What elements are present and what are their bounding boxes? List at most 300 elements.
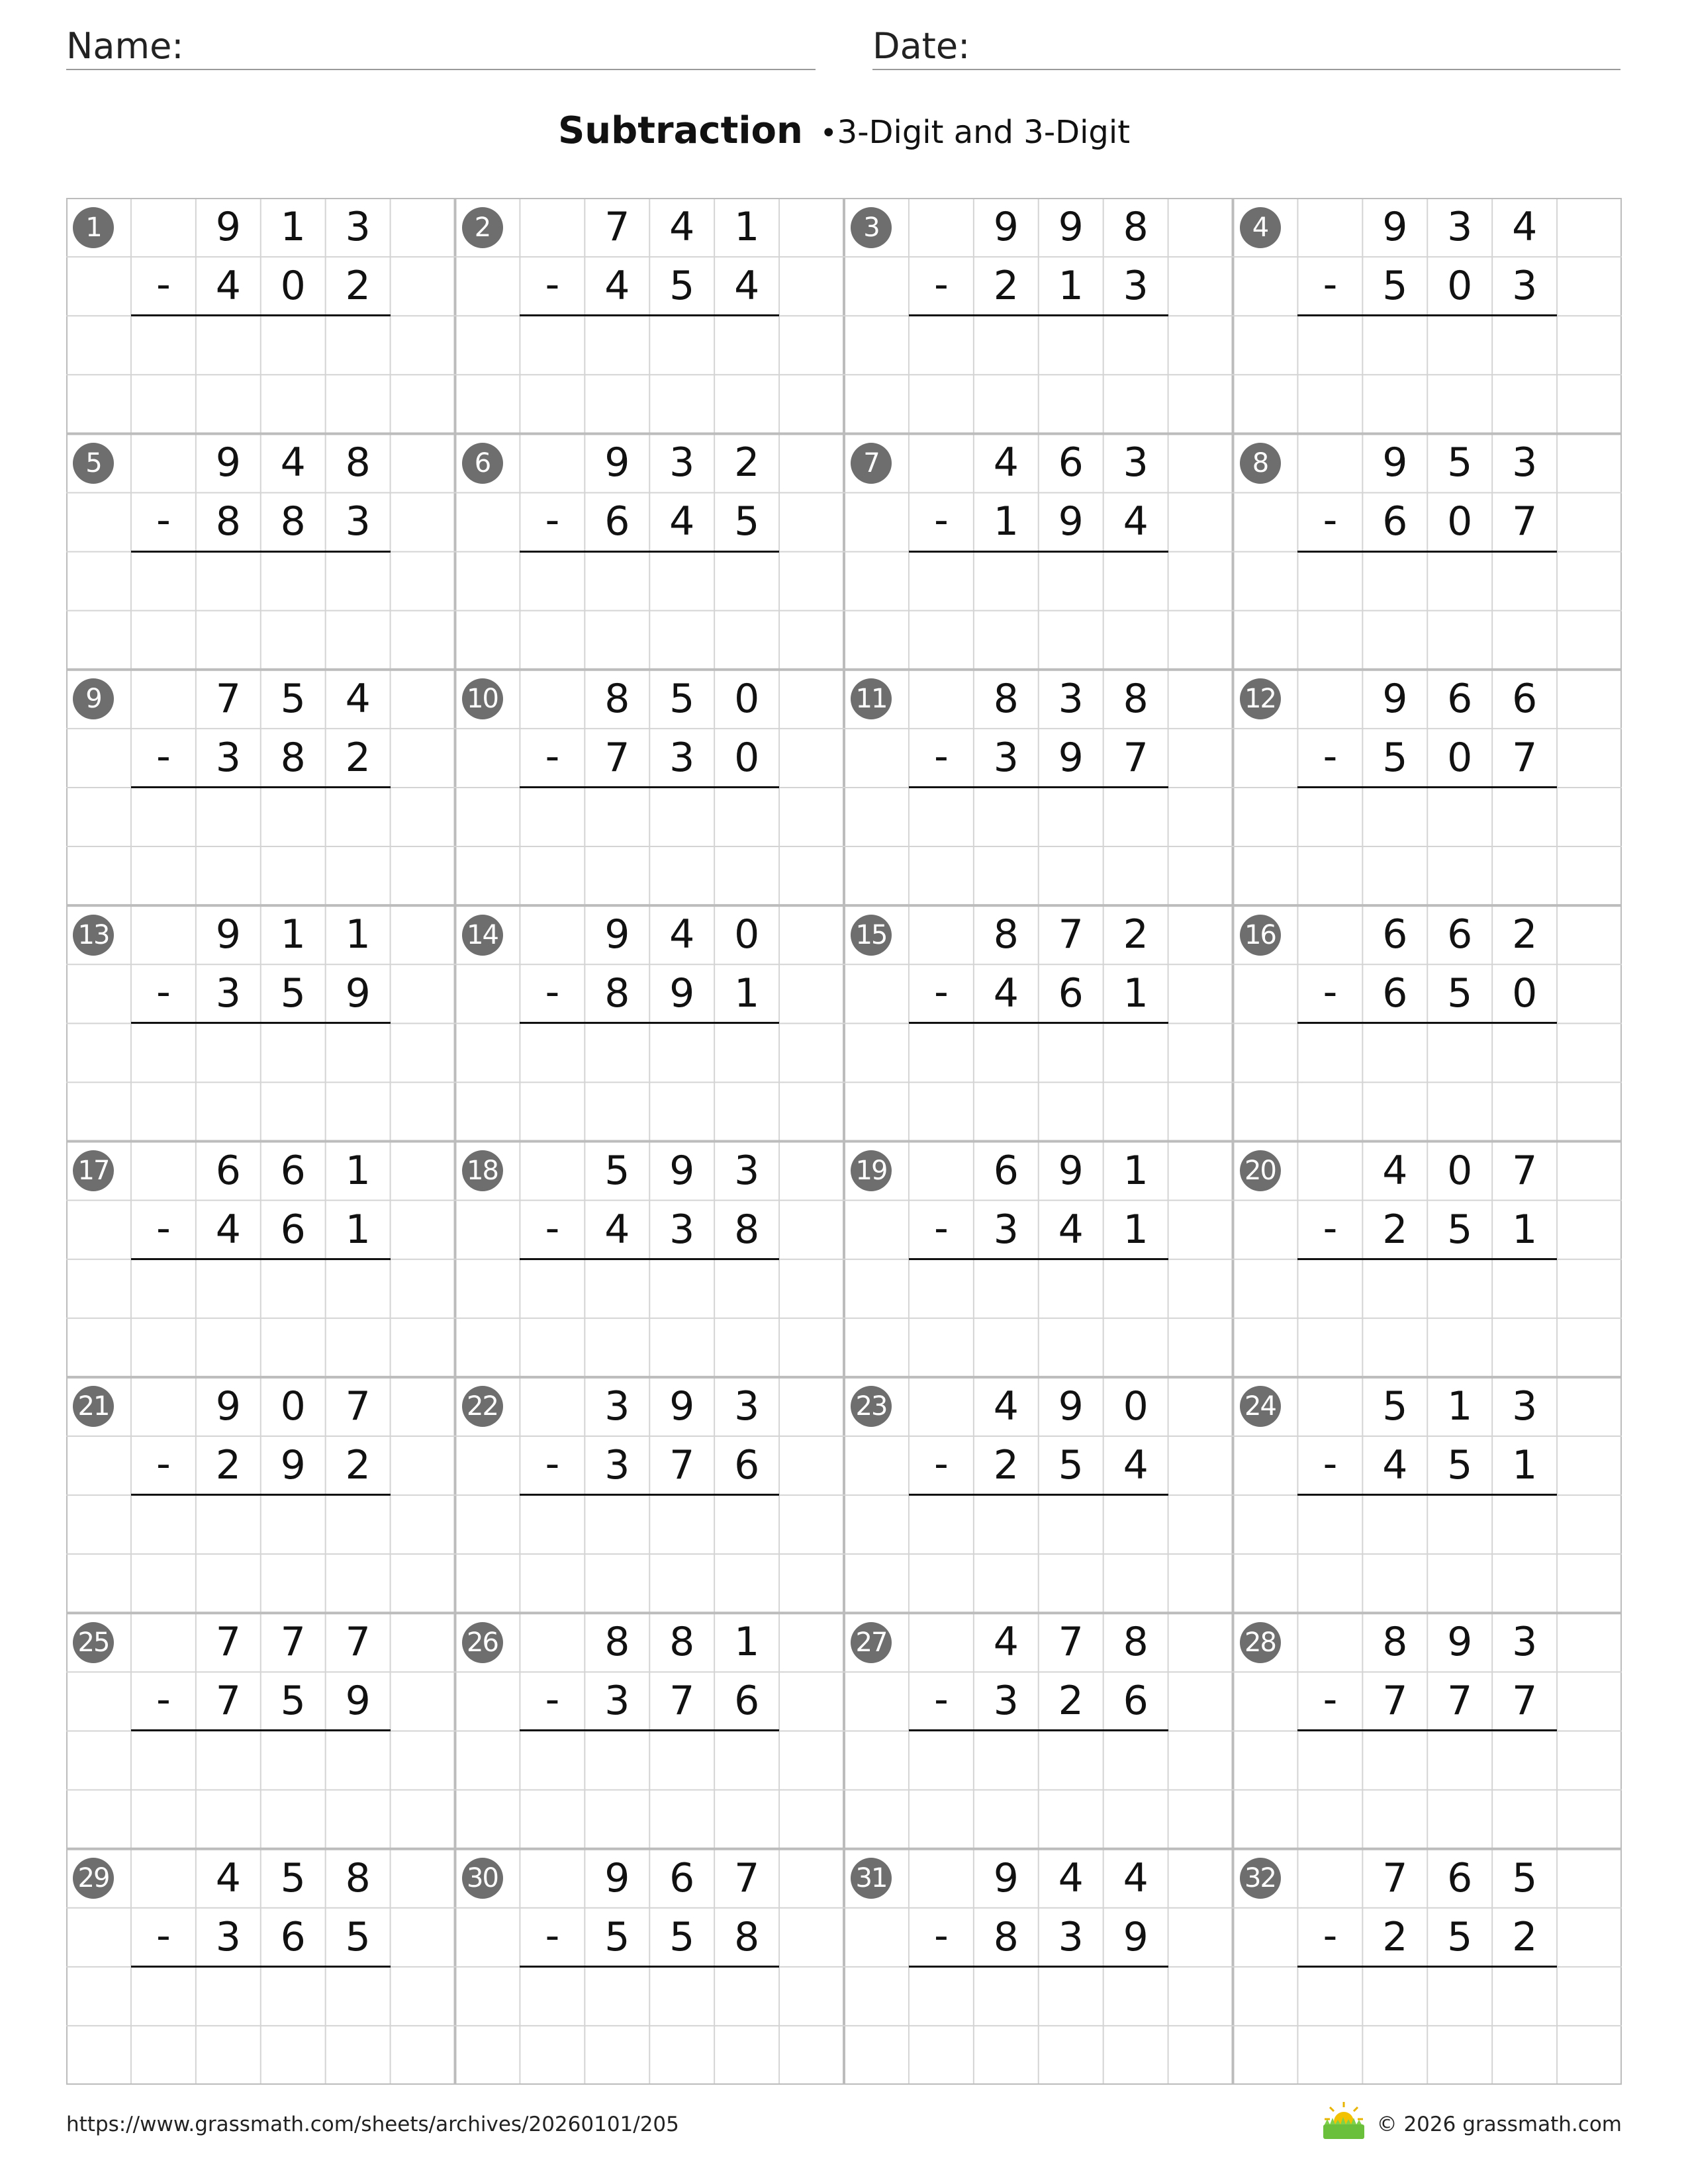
minuend-digit: 3 xyxy=(345,204,371,250)
subtrahend-digit: 1 xyxy=(734,970,760,1017)
minuend-digit: 8 xyxy=(1123,204,1149,250)
answer-area[interactable] xyxy=(1297,1261,1557,1376)
answer-area[interactable] xyxy=(520,1024,779,1140)
minuend-digit: 6 xyxy=(1447,911,1473,958)
answer-area[interactable] xyxy=(909,1261,1168,1376)
minuend-digit: 5 xyxy=(280,675,306,722)
problem-number-badge: 20 xyxy=(1240,1150,1281,1191)
minus-sign: - xyxy=(156,1676,171,1723)
minuend-digit: 7 xyxy=(215,1619,241,1666)
subtrahend-digit: 1 xyxy=(1512,1206,1538,1253)
subtrahend-digit: 0 xyxy=(1447,263,1473,310)
subtrahend-digit: 7 xyxy=(1123,734,1149,781)
subtrahend-digit: 4 xyxy=(604,263,630,310)
problem-number-badge: 27 xyxy=(851,1622,892,1663)
minuend-digit: 1 xyxy=(734,204,760,250)
subtrahend-digit: 5 xyxy=(604,1913,630,1960)
minuend-digit: 9 xyxy=(215,911,241,958)
minuend-digit: 4 xyxy=(345,675,371,722)
answer-area[interactable] xyxy=(1297,317,1557,432)
problem-number-badge: 4 xyxy=(1240,207,1281,248)
problem-number-badge: 32 xyxy=(1240,1858,1281,1899)
subtrahend-digit: 0 xyxy=(280,263,306,310)
problem-number-badge: 23 xyxy=(851,1386,892,1427)
minuend-digit: 0 xyxy=(734,911,760,958)
footer-copyright: © 2026 grassmath.com xyxy=(1376,2113,1622,2136)
minuend-digit: 1 xyxy=(280,911,306,958)
answer-area[interactable] xyxy=(131,1024,391,1140)
minuend-digit: 8 xyxy=(669,1619,695,1666)
minuend-digit: 8 xyxy=(345,439,371,486)
answer-rule xyxy=(909,1022,1168,1024)
minuend-digit: 6 xyxy=(215,1147,241,1194)
subtrahend-digit: 7 xyxy=(604,734,630,781)
minuend-digit: 7 xyxy=(604,204,630,250)
answer-area[interactable] xyxy=(131,1261,391,1376)
answer-area[interactable] xyxy=(131,553,391,668)
answer-area[interactable] xyxy=(1297,1732,1557,1847)
problem-number-badge: 31 xyxy=(851,1858,892,1899)
subtrahend-digit: 2 xyxy=(993,263,1019,310)
problem-number-badge: 15 xyxy=(851,915,892,956)
answer-rule xyxy=(131,786,391,788)
answer-rule xyxy=(909,314,1168,316)
answer-area[interactable] xyxy=(909,1968,1168,2083)
minus-sign: - xyxy=(545,1440,560,1487)
minus-sign: - xyxy=(1323,1912,1338,1959)
minus-sign: - xyxy=(545,261,560,308)
subtrahend-digit: 6 xyxy=(1123,1678,1149,1725)
answer-area[interactable] xyxy=(131,789,391,904)
answer-rule xyxy=(909,1494,1168,1496)
answer-area[interactable] xyxy=(520,1496,779,1612)
minus-sign: - xyxy=(1323,969,1338,1016)
minus-sign: - xyxy=(934,261,949,308)
minus-sign: - xyxy=(156,1205,171,1251)
name-label: Name: xyxy=(66,25,184,67)
answer-area[interactable] xyxy=(131,1732,391,1847)
minuend-digit: 6 xyxy=(993,1147,1019,1194)
subtrahend-digit: 2 xyxy=(345,263,371,310)
subtrahend-digit: 9 xyxy=(669,970,695,1017)
problem-number-badge: 16 xyxy=(1240,915,1281,956)
subtrahend-digit: 5 xyxy=(345,1913,371,1960)
problem-number-badge: 11 xyxy=(851,678,892,719)
subtrahend-digit: 5 xyxy=(280,970,306,1017)
answer-rule xyxy=(909,786,1168,788)
answer-rule xyxy=(520,314,779,316)
minuend-digit: 5 xyxy=(604,1147,630,1194)
answer-rule xyxy=(1297,551,1557,553)
problem-number-badge: 25 xyxy=(73,1622,114,1663)
subtrahend-digit: 3 xyxy=(669,734,695,781)
minuend-digit: 3 xyxy=(1447,204,1473,250)
answer-rule xyxy=(131,1494,391,1496)
minuend-digit: 4 xyxy=(993,439,1019,486)
minuend-digit: 8 xyxy=(1123,1619,1149,1666)
subtrahend-digit: 5 xyxy=(1058,1441,1084,1488)
minuend-digit: 9 xyxy=(993,1854,1019,1901)
minuend-digit: 4 xyxy=(215,1854,241,1901)
answer-area[interactable] xyxy=(909,317,1168,432)
answer-rule xyxy=(909,1258,1168,1260)
answer-area[interactable] xyxy=(520,317,779,432)
minus-sign: - xyxy=(934,1440,949,1487)
subtrahend-digit: 2 xyxy=(993,1441,1019,1488)
subtrahend-digit: 2 xyxy=(1058,1678,1084,1725)
subtrahend-digit: 1 xyxy=(1123,1206,1149,1253)
subtrahend-digit: 1 xyxy=(1058,263,1084,310)
minuend-digit: 3 xyxy=(669,439,695,486)
subtrahend-digit: 7 xyxy=(1447,1678,1473,1725)
problem-number-badge: 6 xyxy=(462,443,503,484)
minuend-digit: 1 xyxy=(734,1619,760,1666)
minuend-digit: 5 xyxy=(1512,1854,1538,1901)
minuend-digit: 8 xyxy=(1123,675,1149,722)
minus-sign: - xyxy=(1323,497,1338,544)
minuend-digit: 9 xyxy=(215,439,241,486)
minuend-digit: 3 xyxy=(734,1147,760,1194)
answer-rule xyxy=(1297,1966,1557,1968)
answer-rule xyxy=(520,1494,779,1496)
subtrahend-digit: 3 xyxy=(993,1678,1019,1725)
answer-area[interactable] xyxy=(1297,1496,1557,1612)
answer-rule xyxy=(1297,1729,1557,1731)
minuend-digit: 2 xyxy=(734,439,760,486)
minuend-digit: 7 xyxy=(1382,1854,1408,1901)
minuend-digit: 3 xyxy=(1512,439,1538,486)
answer-rule xyxy=(909,1966,1168,1968)
minuend-digit: 5 xyxy=(280,1854,306,1901)
problem-number-badge: 22 xyxy=(462,1386,503,1427)
subtrahend-digit: 3 xyxy=(345,498,371,545)
minuend-digit: 9 xyxy=(604,439,630,486)
subtrahend-digit: 5 xyxy=(669,263,695,310)
minuend-digit: 5 xyxy=(669,675,695,722)
answer-rule xyxy=(520,1258,779,1260)
grass-sun-logo-icon xyxy=(1321,2099,1367,2140)
minuend-digit: 9 xyxy=(993,204,1019,250)
minuend-digit: 8 xyxy=(604,675,630,722)
problem-number-badge: 1 xyxy=(73,207,114,248)
minuend-digit: 7 xyxy=(215,675,241,722)
problem-grid xyxy=(66,198,1622,2085)
minuend-digit: 4 xyxy=(1512,204,1538,250)
worksheet-title xyxy=(0,105,1688,160)
answer-rule xyxy=(520,1966,779,1968)
minuend-digit: 5 xyxy=(1447,439,1473,486)
minuend-digit: 6 xyxy=(280,1147,306,1194)
problem-number-badge: 2 xyxy=(462,207,503,248)
minuend-digit: 9 xyxy=(1058,1147,1084,1194)
minuend-digit: 4 xyxy=(1123,1854,1149,1901)
subtrahend-digit: 3 xyxy=(1123,263,1149,310)
answer-area[interactable] xyxy=(909,553,1168,668)
minus-sign: - xyxy=(156,969,171,1016)
answer-area[interactable] xyxy=(909,1732,1168,1847)
minuend-digit: 0 xyxy=(280,1383,306,1430)
problem-number-badge: 28 xyxy=(1240,1622,1281,1663)
minuend-digit: 4 xyxy=(1382,1147,1408,1194)
subtrahend-digit: 0 xyxy=(1447,498,1473,545)
subtrahend-digit: 5 xyxy=(734,498,760,545)
footer-url: https://www.grassmath.com/sheets/archives/20260101/205 xyxy=(66,2113,679,2136)
subtrahend-digit: 3 xyxy=(1058,1913,1084,1960)
minus-sign: - xyxy=(934,1912,949,1959)
minuend-digit: 6 xyxy=(1058,439,1084,486)
subtrahend-digit: 6 xyxy=(280,1913,306,1960)
subtrahend-digit: 6 xyxy=(604,498,630,545)
problem-number-badge: 5 xyxy=(73,443,114,484)
minuend-digit: 7 xyxy=(345,1383,371,1430)
subtrahend-digit: 4 xyxy=(1058,1206,1084,1253)
subtrahend-digit: 6 xyxy=(734,1441,760,1488)
answer-area[interactable] xyxy=(909,1496,1168,1612)
subtrahend-digit: 2 xyxy=(1512,1913,1538,1960)
answer-rule xyxy=(1297,1494,1557,1496)
answer-area[interactable] xyxy=(520,1261,779,1376)
subtrahend-digit: 5 xyxy=(1382,263,1408,310)
answer-rule xyxy=(520,551,779,553)
subtrahend-digit: 5 xyxy=(669,1913,695,1960)
subtrahend-digit: 3 xyxy=(604,1678,630,1725)
answer-rule xyxy=(131,1022,391,1024)
minuend-digit: 9 xyxy=(1382,675,1408,722)
answer-area[interactable] xyxy=(1297,553,1557,668)
minus-sign: - xyxy=(934,497,949,544)
subtrahend-digit: 6 xyxy=(1058,970,1084,1017)
subtrahend-digit: 6 xyxy=(280,1206,306,1253)
answer-area[interactable] xyxy=(520,789,779,904)
minuend-digit: 9 xyxy=(1382,439,1408,486)
subtrahend-digit: 5 xyxy=(1447,1913,1473,1960)
answer-rule xyxy=(1297,786,1557,788)
minuend-digit: 9 xyxy=(669,1147,695,1194)
minuend-digit: 8 xyxy=(604,1619,630,1666)
subtrahend-digit: 2 xyxy=(1382,1206,1408,1253)
subtrahend-digit: 9 xyxy=(345,970,371,1017)
minuend-digit: 7 xyxy=(345,1619,371,1666)
minuend-digit: 0 xyxy=(1123,1383,1149,1430)
minuend-digit: 1 xyxy=(345,911,371,958)
minuend-digit: 9 xyxy=(604,911,630,958)
minuend-digit: 7 xyxy=(734,1854,760,1901)
answer-rule xyxy=(520,1022,779,1024)
answer-area[interactable] xyxy=(131,317,391,432)
date-field[interactable] xyxy=(872,24,1620,70)
minus-sign: - xyxy=(545,733,560,780)
subtrahend-digit: 5 xyxy=(1447,1441,1473,1488)
subtrahend-digit: 0 xyxy=(1512,970,1538,1017)
minuend-digit: 6 xyxy=(1447,1854,1473,1901)
answer-area[interactable] xyxy=(520,1732,779,1847)
subtrahend-digit: 4 xyxy=(215,263,241,310)
subtrahend-digit: 1 xyxy=(1123,970,1149,1017)
answer-area[interactable] xyxy=(131,1496,391,1612)
minus-sign: - xyxy=(934,1205,949,1251)
subtrahend-digit: 8 xyxy=(215,498,241,545)
title-main: Subtraction xyxy=(557,109,803,152)
subtrahend-digit: 1 xyxy=(1512,1441,1538,1488)
minus-sign: - xyxy=(545,1912,560,1959)
minuend-digit: 5 xyxy=(1382,1383,1408,1430)
minus-sign: - xyxy=(1323,1676,1338,1723)
minuend-digit: 9 xyxy=(1058,204,1084,250)
subtrahend-digit: 7 xyxy=(1512,1678,1538,1725)
problem-number-badge: 14 xyxy=(462,915,503,956)
minuend-digit: 4 xyxy=(993,1383,1019,1430)
subtrahend-digit: 4 xyxy=(1123,498,1149,545)
minuend-digit: 3 xyxy=(604,1383,630,1430)
minus-sign: - xyxy=(934,733,949,780)
minus-sign: - xyxy=(1323,1205,1338,1251)
problem-number-badge: 19 xyxy=(851,1150,892,1191)
answer-rule xyxy=(131,1966,391,1968)
minuend-digit: 1 xyxy=(280,204,306,250)
minus-sign: - xyxy=(156,261,171,308)
minuend-digit: 9 xyxy=(604,1854,630,1901)
minuend-digit: 1 xyxy=(1123,1147,1149,1194)
minuend-digit: 2 xyxy=(1123,911,1149,958)
minus-sign: - xyxy=(934,1676,949,1723)
minuend-digit: 3 xyxy=(1123,439,1149,486)
subtrahend-digit: 7 xyxy=(669,1678,695,1725)
subtrahend-digit: 7 xyxy=(215,1678,241,1725)
problem-number-badge: 30 xyxy=(462,1858,503,1899)
date-label: Date: xyxy=(872,25,970,67)
answer-rule xyxy=(1297,1022,1557,1024)
problem-number-badge: 18 xyxy=(462,1150,503,1191)
minuend-digit: 9 xyxy=(1382,204,1408,250)
answer-area[interactable] xyxy=(520,553,779,668)
minuend-digit: 4 xyxy=(1058,1854,1084,1901)
problem-number-badge: 26 xyxy=(462,1622,503,1663)
subtrahend-digit: 2 xyxy=(345,734,371,781)
subtrahend-digit: 3 xyxy=(215,970,241,1017)
minuend-digit: 7 xyxy=(1512,1147,1538,1194)
answer-rule xyxy=(131,1258,391,1260)
subtrahend-digit: 6 xyxy=(734,1678,760,1725)
subtrahend-digit: 2 xyxy=(345,1441,371,1488)
minuend-digit: 1 xyxy=(1447,1383,1473,1430)
minuend-digit: 8 xyxy=(993,675,1019,722)
answer-area[interactable] xyxy=(520,1968,779,2083)
answer-area[interactable] xyxy=(909,789,1168,904)
minuend-digit: 1 xyxy=(345,1147,371,1194)
subtrahend-digit: 9 xyxy=(1123,1913,1149,1960)
subtrahend-digit: 3 xyxy=(669,1206,695,1253)
problem-number-badge: 8 xyxy=(1240,443,1281,484)
subtrahend-digit: 6 xyxy=(1382,498,1408,545)
subtrahend-digit: 5 xyxy=(1382,734,1408,781)
minuend-digit: 3 xyxy=(734,1383,760,1430)
answer-area[interactable] xyxy=(1297,1024,1557,1140)
subtrahend-digit: 9 xyxy=(1058,734,1084,781)
minuend-digit: 4 xyxy=(993,1619,1019,1666)
minus-sign: - xyxy=(156,1912,171,1959)
subtrahend-digit: 0 xyxy=(1447,734,1473,781)
subtrahend-digit: 1 xyxy=(993,498,1019,545)
subtrahend-digit: 4 xyxy=(215,1206,241,1253)
answer-rule xyxy=(131,314,391,316)
subtrahend-digit: 8 xyxy=(734,1913,760,1960)
subtrahend-digit: 3 xyxy=(604,1441,630,1488)
minus-sign: - xyxy=(934,969,949,1016)
answer-rule xyxy=(1297,1258,1557,1260)
minus-sign: - xyxy=(545,1676,560,1723)
minuend-digit: 2 xyxy=(1512,911,1538,958)
answer-rule xyxy=(909,1729,1168,1731)
minus-sign: - xyxy=(156,733,171,780)
minuend-digit: 9 xyxy=(1058,1383,1084,1430)
answer-area[interactable] xyxy=(1297,789,1557,904)
subtrahend-digit: 2 xyxy=(215,1441,241,1488)
minus-sign: - xyxy=(156,1440,171,1487)
subtrahend-digit: 3 xyxy=(993,734,1019,781)
minus-sign: - xyxy=(1323,1440,1338,1487)
minuend-digit: 6 xyxy=(669,1854,695,1901)
minuend-digit: 4 xyxy=(669,911,695,958)
minuend-digit: 0 xyxy=(734,675,760,722)
answer-rule xyxy=(520,786,779,788)
subtrahend-digit: 3 xyxy=(215,1913,241,1960)
subtrahend-digit: 8 xyxy=(280,498,306,545)
title-separator: • xyxy=(820,116,837,150)
minuend-digit: 4 xyxy=(669,204,695,250)
minuend-digit: 6 xyxy=(1447,675,1473,722)
answer-area[interactable] xyxy=(909,1024,1168,1140)
minus-sign: - xyxy=(545,1205,560,1251)
subtrahend-digit: 9 xyxy=(1058,498,1084,545)
minuend-digit: 9 xyxy=(1447,1619,1473,1666)
answer-rule xyxy=(131,1729,391,1731)
minuend-digit: 7 xyxy=(1058,911,1084,958)
subtrahend-digit: 9 xyxy=(345,1678,371,1725)
minuend-digit: 6 xyxy=(1512,675,1538,722)
minus-sign: - xyxy=(545,969,560,1016)
subtrahend-digit: 5 xyxy=(280,1678,306,1725)
subtrahend-digit: 8 xyxy=(993,1913,1019,1960)
problem-number-badge: 12 xyxy=(1240,678,1281,719)
minuend-digit: 6 xyxy=(1382,911,1408,958)
title-subtitle: 3-Digit and 3-Digit xyxy=(837,114,1131,151)
answer-area[interactable] xyxy=(131,1968,391,2083)
subtrahend-digit: 4 xyxy=(734,263,760,310)
subtrahend-digit: 4 xyxy=(1382,1441,1408,1488)
minuend-digit: 8 xyxy=(345,1854,371,1901)
subtrahend-digit: 3 xyxy=(215,734,241,781)
answer-area[interactable] xyxy=(1297,1968,1557,2083)
minus-sign: - xyxy=(545,497,560,544)
subtrahend-digit: 8 xyxy=(604,970,630,1017)
subtrahend-digit: 1 xyxy=(345,1206,371,1253)
minuend-digit: 8 xyxy=(993,911,1019,958)
minus-sign: - xyxy=(1323,261,1338,308)
minuend-digit: 0 xyxy=(1447,1147,1473,1194)
subtrahend-digit: 3 xyxy=(1512,263,1538,310)
answer-rule xyxy=(131,551,391,553)
subtrahend-digit: 7 xyxy=(1512,734,1538,781)
subtrahend-digit: 5 xyxy=(1447,1206,1473,1253)
minuend-digit: 9 xyxy=(669,1383,695,1430)
minuend-digit: 3 xyxy=(1512,1383,1538,1430)
minuend-digit: 3 xyxy=(1512,1619,1538,1666)
subtrahend-digit: 4 xyxy=(669,498,695,545)
answer-rule xyxy=(520,1729,779,1731)
problem-number-badge: 24 xyxy=(1240,1386,1281,1427)
subtrahend-digit: 6 xyxy=(1382,970,1408,1017)
name-field[interactable] xyxy=(66,24,816,70)
